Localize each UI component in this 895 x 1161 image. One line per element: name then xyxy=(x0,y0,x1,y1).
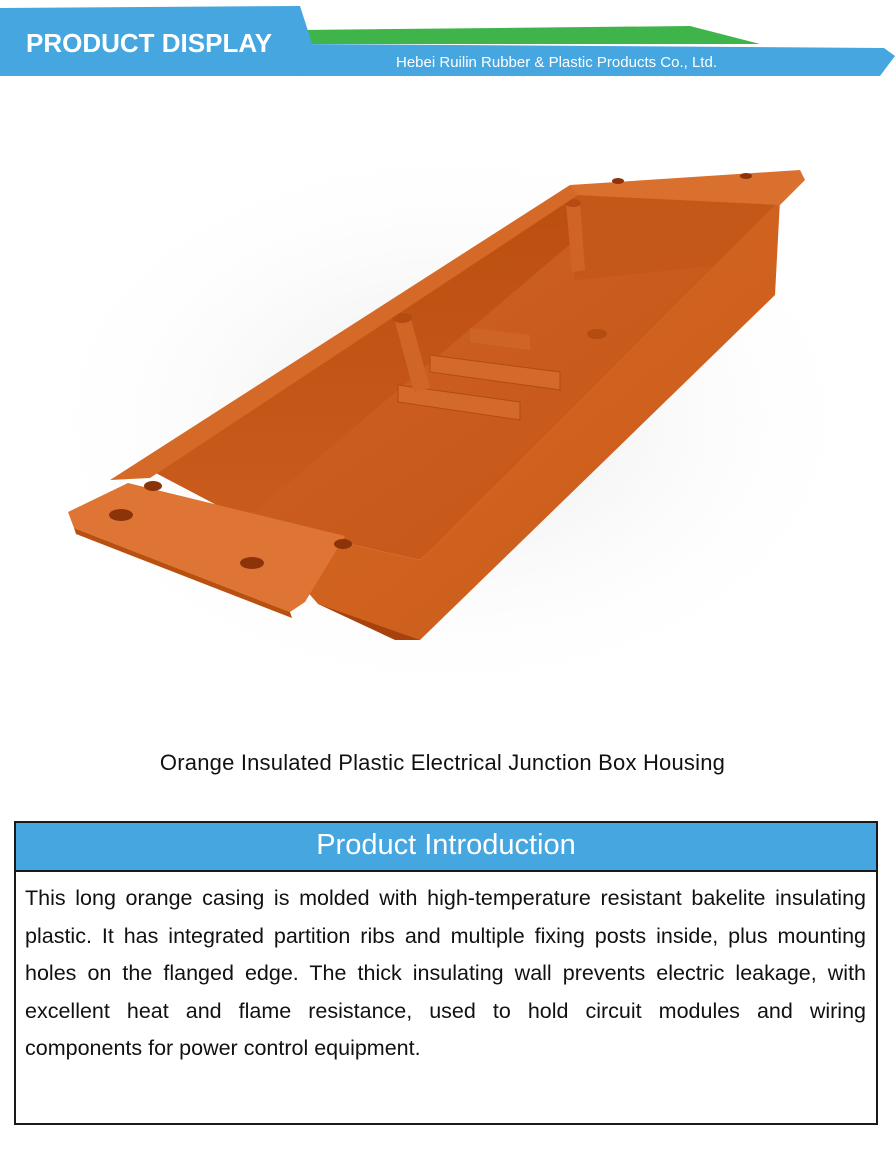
mounting-hole xyxy=(334,539,352,549)
product-caption: Orange Insulated Plastic Electrical Junction Box Housing xyxy=(159,750,726,775)
banner-green-stripe xyxy=(300,26,760,44)
mounting-hole xyxy=(144,481,162,491)
company-name: Hebei Ruilin Rubber & Plastic Products Co., Ltd. xyxy=(396,54,717,71)
mounting-hole xyxy=(240,557,264,569)
mounting-hole xyxy=(612,178,624,184)
introduction-box xyxy=(14,821,878,1125)
mounting-hole xyxy=(740,173,752,179)
fixing-post-top xyxy=(587,329,607,339)
mounting-hole xyxy=(109,509,133,521)
junction-box-illustration xyxy=(0,110,895,750)
header-banner xyxy=(0,0,895,80)
product-photo xyxy=(0,110,895,750)
introduction-text: This long orange casing is molded with high-temperature resistant bakelite insulating plastic. It has integrated partition ribs and multiple fixing posts inside, plus mounting holes on the flanged edge. The thick insulating wall prevents electric leakage, with excellent heat and flame resistance, used to hold circuit modules and wiring components for power control equipment. xyxy=(25,886,866,1060)
introduction-heading: Product Introduction xyxy=(16,823,876,872)
page-title: PRODUCT DISPLAY xyxy=(26,28,273,58)
